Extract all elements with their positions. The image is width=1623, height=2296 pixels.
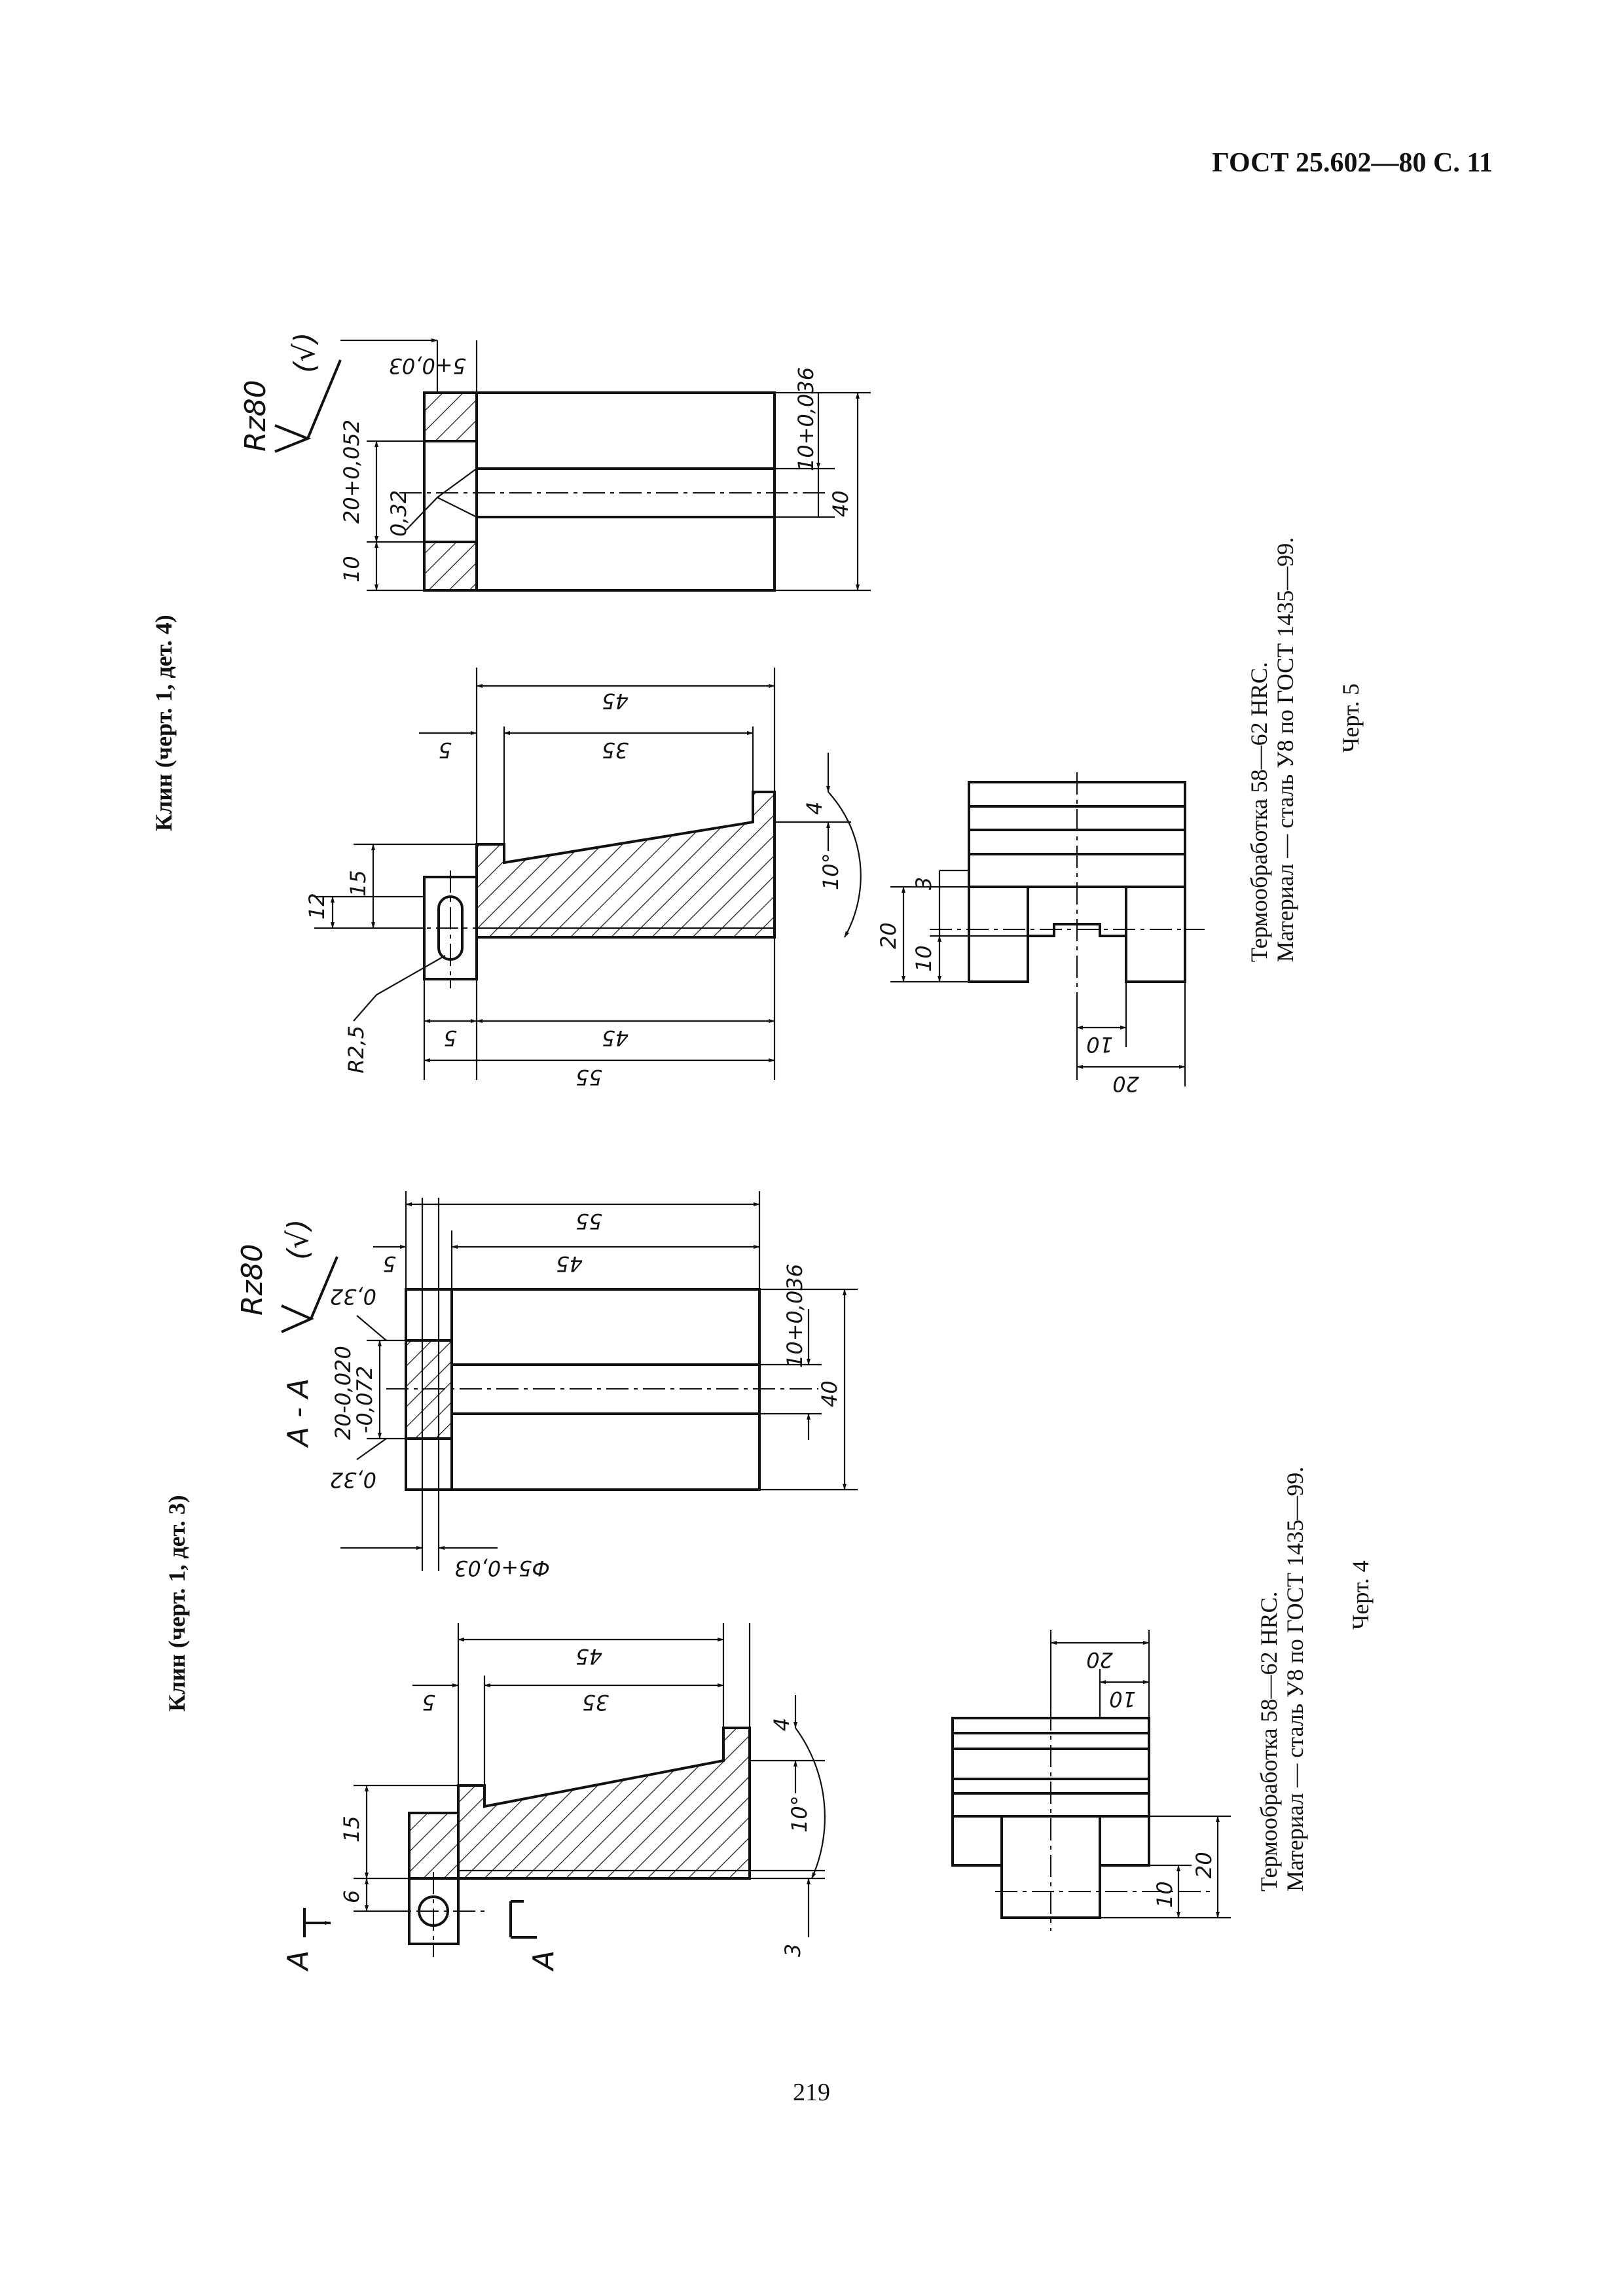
fig4-dim-5: 5 bbox=[382, 1251, 396, 1276]
fig4-caption: Черт. 4 bbox=[1347, 1560, 1374, 1630]
fig4-roughness: Rz80 bbox=[236, 1244, 269, 1316]
fig4-note-material: Материал — сталь У8 по ГОСТ 1435—99. bbox=[1282, 1466, 1308, 1892]
fig5-angle-10: 10° bbox=[818, 853, 843, 890]
fig5-roughness: Rz80 bbox=[239, 380, 272, 452]
fig4-roughness-paren: (√) bbox=[282, 1219, 315, 1260]
fig4-dim-55: 55 bbox=[575, 1209, 602, 1234]
fig5-dim-5-003: 5+0,03 bbox=[388, 353, 466, 378]
fig4-dim-20-tol: 20-0,020 bbox=[331, 1346, 356, 1440]
fig5-dim-20: 20 bbox=[876, 922, 901, 949]
fig5-dim-45-bot: 45 bbox=[602, 1026, 629, 1050]
fig4-dim-20-h: 20 bbox=[1192, 1852, 1216, 1878]
fig5-dim-55: 55 bbox=[575, 1065, 602, 1090]
fig4-dim-6: 6 bbox=[339, 1890, 364, 1903]
fig5-dim-4: 4 bbox=[802, 801, 827, 815]
fig4-roughness-fine-bot: 0,32 bbox=[329, 1467, 376, 1492]
fig4-dim-40: 40 bbox=[817, 1380, 842, 1407]
fig4-dim-4: 4 bbox=[769, 1717, 794, 1731]
fig5-r25: R2,5 bbox=[344, 1025, 369, 1073]
fig4-dim-3: 3 bbox=[780, 1943, 805, 1957]
fig5-roughness-fine: 0,32 bbox=[386, 490, 411, 537]
fig4-dim-15: 15 bbox=[339, 1816, 364, 1842]
fig4-section-view bbox=[236, 1191, 858, 1581]
fig5-end-view bbox=[239, 332, 871, 590]
fig5-dim-10: 10 bbox=[339, 556, 364, 583]
fig5-dim-10-036: 10+0,036 bbox=[793, 367, 818, 471]
fig5-dim-45-top: 45 bbox=[602, 689, 629, 713]
fig5-roughness-symbol bbox=[275, 360, 340, 452]
fig4-title: Клин (черт. 1, дет. 3) bbox=[164, 1495, 190, 1712]
fig5-note-material: Материал — сталь У8 по ГОСТ 1435—99. bbox=[1272, 537, 1298, 962]
figure-5 bbox=[151, 332, 1364, 1096]
fig5-dim-12: 12 bbox=[304, 893, 329, 920]
fig5-dim-10-left: 10 bbox=[911, 945, 936, 972]
fig4-dim-20-tol2: -0,072 bbox=[352, 1365, 377, 1433]
fig4-cut-mark-right: А bbox=[527, 1950, 560, 1970]
fig4-dim-10-036: 10+0,036 bbox=[782, 1263, 807, 1368]
fig4-dim-20-end: 20 bbox=[1086, 1647, 1113, 1672]
fig5-title: Клин (черт. 1, дет. 4) bbox=[151, 615, 177, 831]
fig4-dim-45-top: 45 bbox=[575, 1644, 602, 1669]
fig5-side-view bbox=[876, 772, 1205, 1096]
fig4-side-view bbox=[953, 1630, 1231, 1931]
fig5-dim-15: 15 bbox=[346, 870, 371, 897]
fig4-section-label: А - А bbox=[282, 1378, 315, 1446]
fig5-caption: Черт. 5 bbox=[1338, 683, 1364, 753]
fig5-wedge-view bbox=[304, 668, 861, 1090]
fig5-dim-5-bot: 5 bbox=[443, 1026, 457, 1050]
fig4-roughness-fine-top: 0,32 bbox=[329, 1284, 376, 1309]
fig5-dim-10-end: 10 bbox=[1086, 1032, 1113, 1057]
figure-4 bbox=[164, 1191, 1374, 1972]
fig4-wedge-view bbox=[282, 1623, 825, 1972]
fig4-dim-35: 35 bbox=[582, 1690, 609, 1715]
fig4-dim-10-h: 10 bbox=[1152, 1881, 1177, 1908]
page-number: 219 bbox=[793, 2079, 830, 2106]
fig4-cut-mark-left: А bbox=[282, 1950, 315, 1970]
fig5-dim-20-end: 20 bbox=[1112, 1071, 1139, 1096]
fig5-note-heat: Термообработка 58—62 HRC. bbox=[1246, 662, 1272, 962]
fig5-dim-40: 40 bbox=[828, 490, 853, 517]
fig4-dim-10-end: 10 bbox=[1109, 1687, 1136, 1712]
fig4-note-heat: Термообработка 58—62 HRC. bbox=[1256, 1591, 1282, 1892]
fig5-dim-35: 35 bbox=[602, 738, 629, 762]
fig4-dim-45: 45 bbox=[556, 1251, 583, 1276]
fig5-dim-5: 5 bbox=[438, 738, 452, 762]
fig5-dim-3: 3 bbox=[911, 876, 936, 890]
fig4-dim-5-top: 5 bbox=[422, 1690, 435, 1715]
fig4-phi5: Ф5+0,03 bbox=[454, 1556, 550, 1581]
fig5-dim-20-052: 20+0,052 bbox=[339, 419, 364, 524]
fig5-roughness-paren: (√) bbox=[288, 332, 321, 373]
page-header: ГОСТ 25.602—80 С. 11 bbox=[1212, 148, 1493, 178]
fig4-angle-10: 10° bbox=[787, 1795, 812, 1833]
fig4-roughness-symbol bbox=[282, 1257, 337, 1332]
